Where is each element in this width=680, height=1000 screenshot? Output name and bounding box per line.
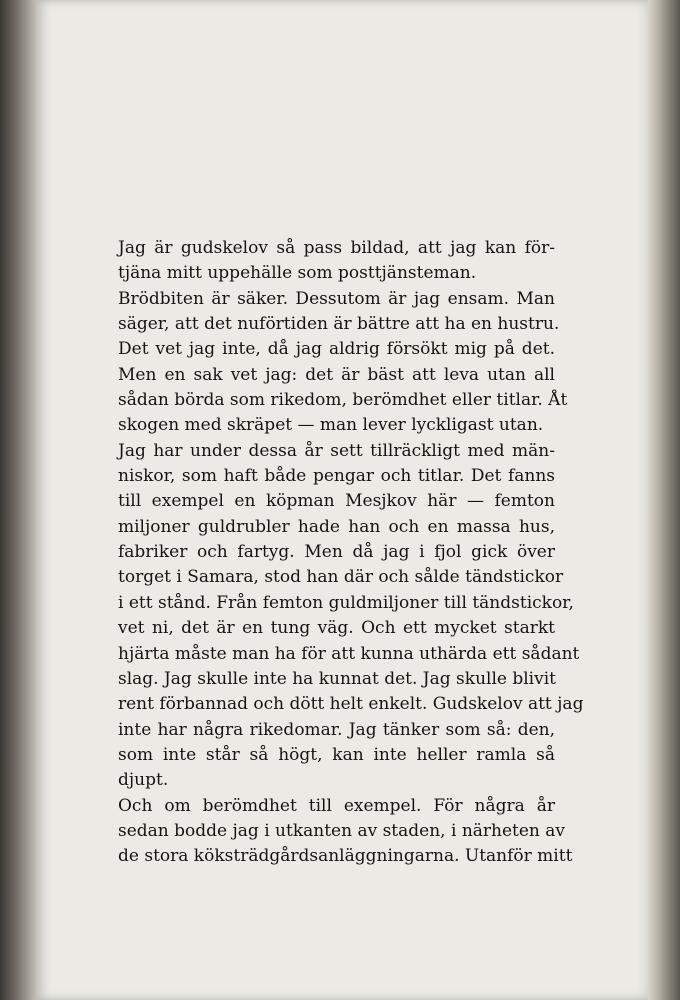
text-line: sedan bodde jag i utkanten av staden, i närheten av (118, 820, 566, 841)
page-stack-edge (648, 0, 680, 1000)
text-line: skogen med skräpet — man lever lyckligast utan. (118, 415, 544, 436)
text-line: djupt. (118, 770, 169, 791)
text-line: i ett stånd. Från femton guldmiljoner till tändstickor, (118, 592, 574, 613)
text-line: miljoner guldrubler hade han och en massa hus, (118, 516, 555, 537)
text-line: Men en sak vet jag: det är bäst att leva utan all (118, 364, 555, 385)
text-line: Jag är gudskelov så pass bildad, att jag kan för- (118, 238, 555, 258)
text-line: de stora köksträdgårdsanläggningarna. Utanför mitt (118, 846, 573, 867)
text-line: som inte står så högt, kan inte heller ramla så (118, 744, 555, 765)
text-line: till exempel en köpman Mesjkov här — femton (118, 491, 555, 512)
text-line: hjärta måste man ha för att kunna uthärda ett sådant (118, 643, 580, 664)
paragraph-start-line: Jag har under dessa år sett tillräckligt med män- (118, 440, 555, 461)
text-line: Det vet jag inte, då jag aldrig försökt mig på det. (118, 339, 555, 360)
text-line: rent förbannad och dött helt enkelt. Gudskelov att jag (118, 694, 584, 715)
paragraph-start-line: Brödbiten är säker. Dessutom är jag ensam. Man (118, 288, 555, 309)
paragraph-start-line: Och om berömdhet till exempel. För några år (118, 795, 555, 816)
text-line: tjäna mitt uppehälle som posttjänsteman. (118, 263, 477, 284)
text-line: torget i Samara, stod han där och sålde tändstickor (118, 567, 564, 588)
page-body-text (118, 236, 584, 870)
text-line: fabriker och fartyg. Men då jag i fjol gick över (118, 542, 555, 563)
text-line: sådan börda som rikedom, berömdhet eller titlar. Åt (118, 390, 568, 411)
text-line: vet ni, det är en tung väg. Och ett mycket starkt (118, 618, 555, 639)
text-line: säger, att det nuförtiden är bättre att ha en hustru. (118, 314, 560, 335)
text-line: niskor, som haft både pengar och titlar. Det fanns (118, 466, 555, 487)
text-line: slag. Jag skulle inte ha kunnat det. Jag skulle blivit (118, 668, 556, 689)
text-line: inte har några rikedomar. Jag tänker som så: den, (118, 719, 555, 740)
